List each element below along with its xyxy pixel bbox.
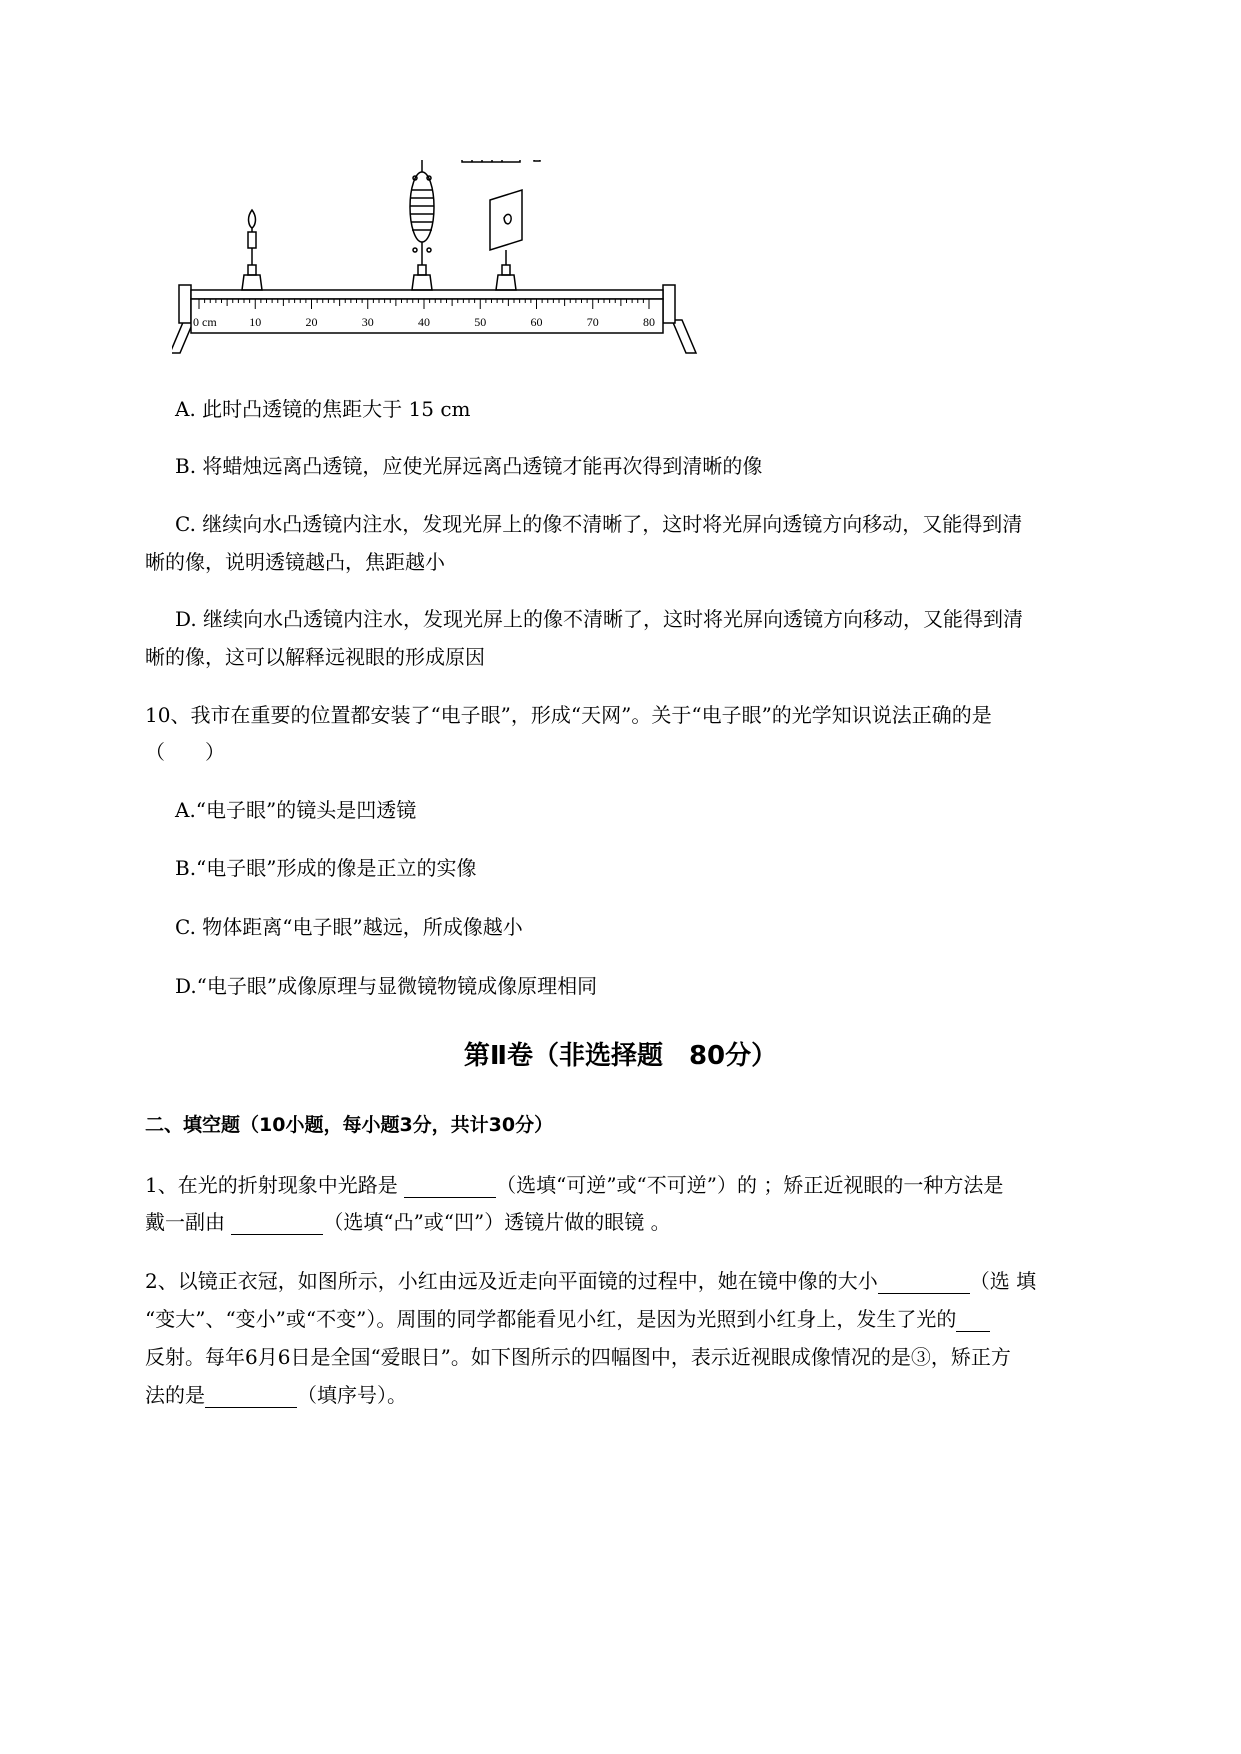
- fill2-text-c: “变大”、“变小”或“不变”）。周围的同学都能看见小红，是因为光照到小红身上，发生了光的: [145, 1307, 957, 1331]
- section-heading: 二、填空题（10小题，每小题3分，共计30分）: [145, 1114, 554, 1136]
- scale-tick-label: 0 cm: [193, 315, 217, 329]
- q10-option-a: A.“电子眼”的镜头是凹透镜: [175, 798, 417, 822]
- fill1-text-b: （选填“可逆”或“不可逆”）的 ；矫正近视眼的一种方法是: [496, 1173, 1004, 1197]
- q10-answer-paren: （ ）: [145, 740, 225, 764]
- scale-tick-label: 20: [305, 315, 318, 329]
- q9-option-d: D. 继续向水凸透镜内注水，发现光屏上的像不清晰了，这时将光屏向透镜方向移动，又能得到清: [175, 607, 1024, 631]
- fill2-line3: 反射。每年6月6日是全国“爱眼日”。如下图所示的四幅图中，表示近视眼成像情况的是③，矫正方: [145, 1345, 1011, 1369]
- fill2-line4: [145, 1382, 407, 1408]
- fill1-text-c: 戴一副由: [145, 1210, 232, 1234]
- fill2-blank-1[interactable]: [878, 1273, 970, 1294]
- q9-option-b: B. 将蜡烛远离凸透镜，应使光屏远离凸透镜才能再次得到清晰的像: [175, 454, 763, 478]
- bench-rail: [191, 290, 663, 299]
- scale-tick-label: 10: [249, 315, 262, 329]
- fill2-blank-3[interactable]: [205, 1387, 297, 1408]
- fill2-text-e: （填序号）。: [297, 1383, 407, 1407]
- bench-right-leg: [672, 320, 696, 353]
- fill2-text-d: 法的是: [145, 1383, 205, 1407]
- q10-option-b: B.“电子眼”形成的像是正立的实像: [175, 856, 477, 880]
- optical-bench-figure: [172, 160, 702, 360]
- q9-option-c-cont: 晰的像，说明透镜越凸，焦距越小: [145, 550, 445, 574]
- fill1-blank-1[interactable]: [404, 1177, 496, 1198]
- fill1-blank-2[interactable]: [231, 1214, 323, 1235]
- water-lens-icon: [410, 160, 462, 290]
- fill2-text-b: （选 填: [969, 1269, 1037, 1293]
- q10-stem: 10、我市在重要的位置都安装了“电子眼”，形成“天网”。关于“电子眼”的光学知识说法正确的是: [145, 703, 992, 727]
- fill2-line2: [145, 1306, 990, 1332]
- fill2-text-a: 2、以镜正衣冠，如图所示，小红由远及近走向平面镜的过程中，她在镜中像的大小: [145, 1269, 878, 1293]
- fill1-text-d: （选填“凸”或“凹”）透镜片做的眼镜 。: [323, 1210, 671, 1234]
- q9-option-c: C. 继续向水凸透镜内注水，发现光屏上的像不清晰了，这时将光屏向透镜方向移动，又能得到清: [175, 512, 1023, 536]
- fill2-blank-2[interactable]: [956, 1311, 990, 1332]
- light-screen-icon: [490, 190, 522, 290]
- q10-option-d: D.“电子眼”成像原理与显微镜物镜成像原理相同: [175, 974, 598, 998]
- scale-tick-label: 70: [586, 315, 599, 329]
- fill1-line2: [145, 1209, 671, 1235]
- part2-title: 第Ⅱ卷（非选择题 80分）: [463, 1041, 778, 1071]
- scale-tick-label: 60: [530, 315, 543, 329]
- candle-icon: [242, 210, 262, 290]
- q10-option-c: C. 物体距离“电子眼”越远，所成像越小: [175, 915, 523, 939]
- scale-tick-label: 50: [474, 315, 487, 329]
- fill1-line1: [145, 1172, 1003, 1198]
- bench-right-end: [663, 285, 675, 323]
- q9-option-a: A. 此时凸透镜的焦距大于 15 cm: [175, 397, 471, 421]
- scale-tick-label: 40: [418, 315, 430, 329]
- scale-tick-label: 30: [361, 315, 374, 329]
- fill2-line1: [145, 1268, 1036, 1294]
- fill1-text-a: 1、在光的折射现象中光路是: [145, 1173, 405, 1197]
- scale-tick-label: 80: [643, 315, 655, 329]
- syringe-icon: [462, 160, 540, 162]
- q9-option-d-cont: 晰的像，这可以解释远视眼的形成原因: [145, 645, 485, 669]
- bench-left-end: [179, 285, 191, 323]
